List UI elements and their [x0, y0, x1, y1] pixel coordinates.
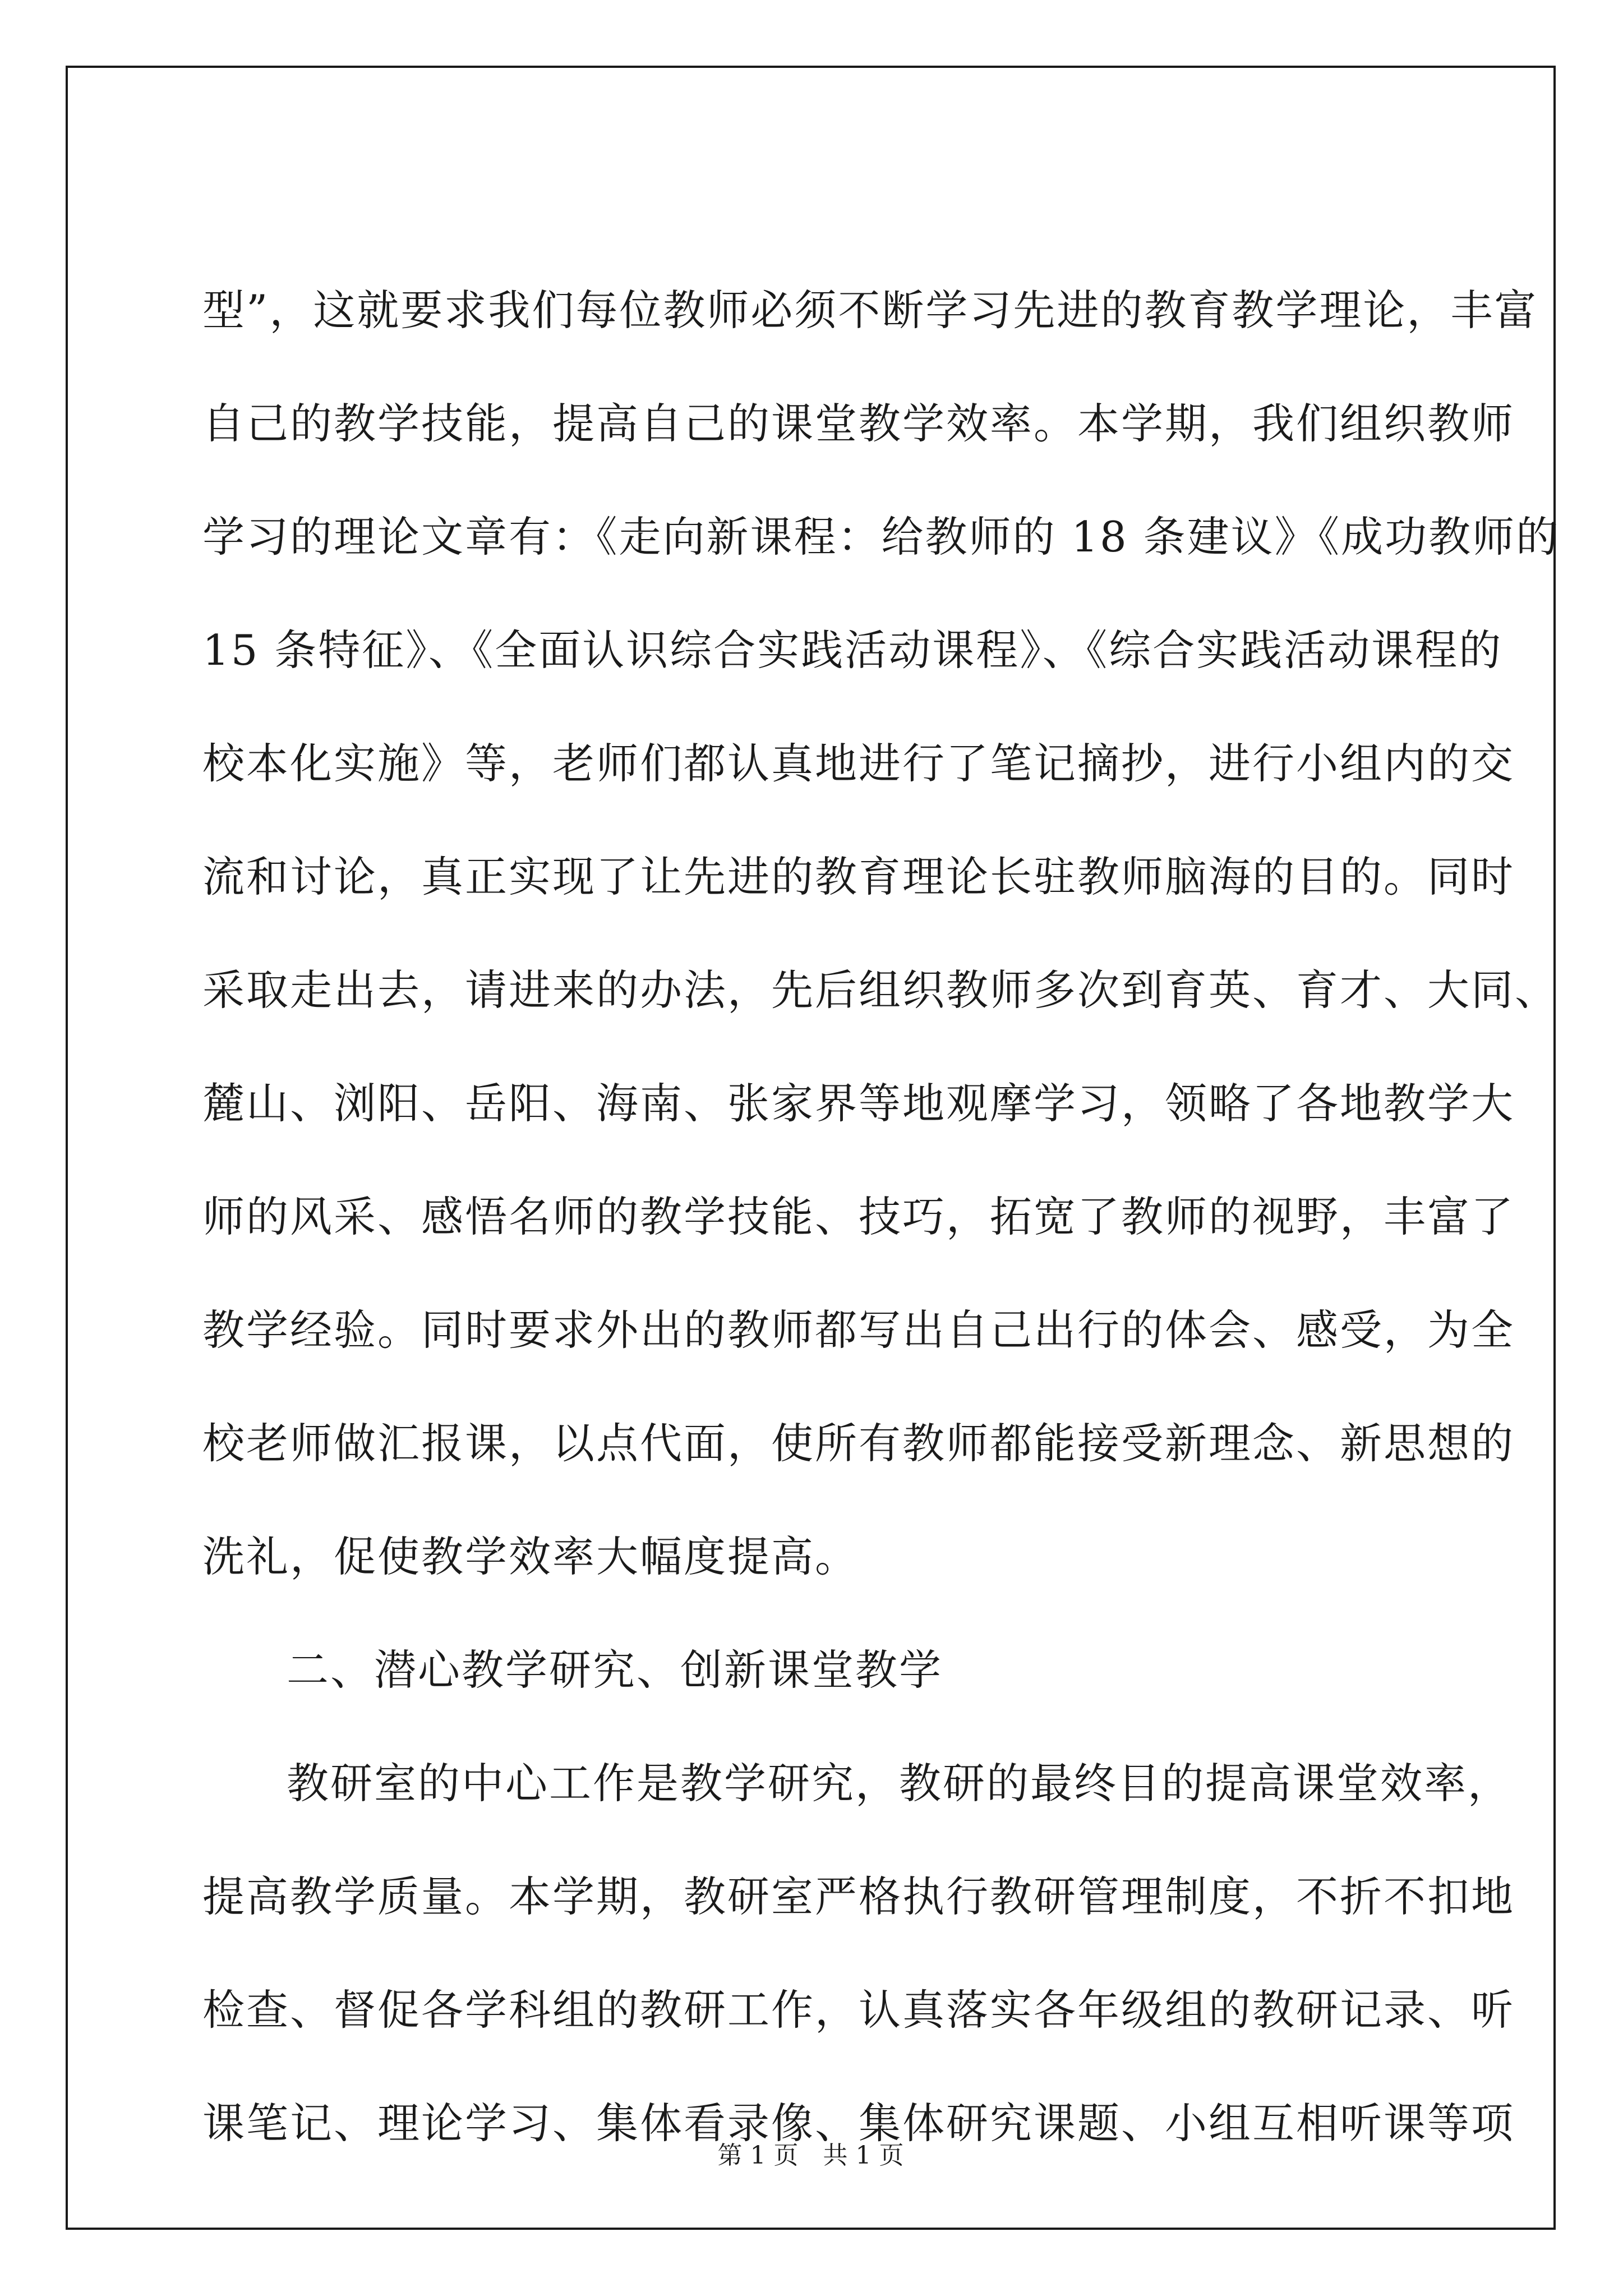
- text-line: 学习的理论文章有：《走向新课程：给教师的 18 条建议》《成功教师的: [202, 512, 1560, 562]
- text-line: 麓山、浏阳、岳阳、海南、张家界等地观摩学习，领略了各地教学大: [202, 1079, 1515, 1128]
- document-body: [202, 68, 1560, 2232]
- text-line: 校老师做汇报课，以点代面，使所有教师都能接受新理念、新思想的: [202, 1419, 1515, 1468]
- text-line: 检查、督促各学科组的教研工作，认真落实各年级组的教研记录、听: [202, 1985, 1515, 2035]
- text-line: 流和讨论，真正实现了让先进的教育理论长驻教师脑海的目的。同时: [202, 852, 1515, 901]
- text-line: 教学经验。同时要求外出的教师都写出自己出行的体会、感受，为全: [202, 1305, 1515, 1355]
- text-line: 15 条特征》、《全面认识综合实践活动课程》、《综合实践活动课程的: [202, 625, 1503, 675]
- text-line: 校本化实施》等，老师们都认真地进行了笔记摘抄，进行小组内的交: [202, 739, 1515, 788]
- section-heading: 二、潜心教学研究、创新课堂教学: [287, 1645, 943, 1695]
- page-frame: [66, 66, 1560, 2230]
- text-line: 课笔记、理论学习、集体看录像、集体研究课题、小组互相听课等项: [202, 2099, 1515, 2148]
- text-line: 提高教学质量。本学期，教研室严格执行教研管理制度，不折不扣地: [202, 1872, 1515, 1921]
- text-line: 自己的教学技能，提高自己的课堂教学效率。本学期，我们组织教师: [202, 399, 1515, 448]
- page-footer: 第 1 页 共 1 页: [717, 2141, 904, 2170]
- text-line: 教研室的中心工作是教学研究，教研的最终目的提高课堂效率，: [287, 1759, 1512, 1808]
- text-line: 采取走出去，请进来的办法，先后组织教师多次到育英、育才、大同、: [202, 965, 1559, 1015]
- text-line: 洗礼，促使教学效率大幅度提高。: [202, 1532, 859, 1581]
- text-line: 师的风采、感悟名师的教学技能、技巧，拓宽了教师的视野，丰富了: [202, 1192, 1515, 1241]
- text-line: 型”，这就要求我们每位教师必须不断学习先进的教育教学理论，丰富: [202, 286, 1538, 335]
